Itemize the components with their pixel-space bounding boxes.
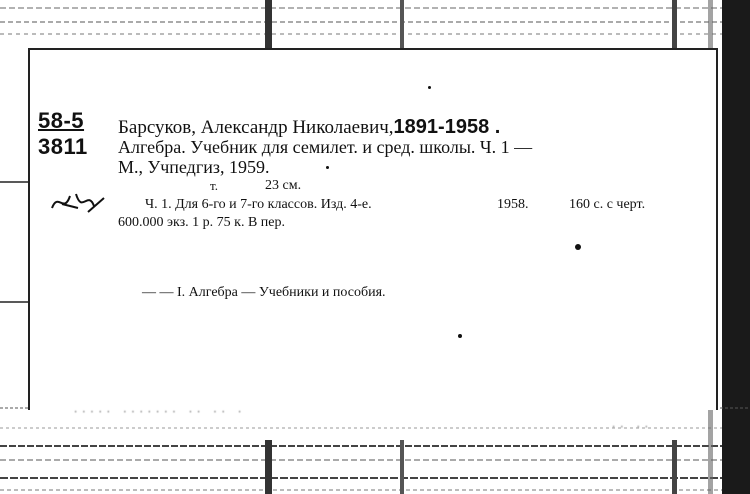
scan-speck (575, 244, 581, 250)
faint-stamp-right: ·· ·· (610, 420, 652, 434)
call-number-line-2: 3811 (38, 134, 88, 159)
author-name: Барсуков, Александр Николаевич, (118, 117, 394, 138)
faint-stamp-left: ····· ······· ·· ·· · (72, 405, 245, 419)
edition-info: 600.000 экз. 1 р. 75 к. В пер. (118, 215, 286, 230)
part-year: 1958. (497, 197, 529, 212)
page-count: 160 с. с черт. (569, 197, 646, 212)
author-dates: 1891-1958 . (393, 116, 501, 138)
tome-label: т. (210, 178, 218, 193)
size-label: 23 см. (265, 178, 302, 193)
handwritten-mark-icon (48, 184, 108, 224)
imprint-line: М., Учпедгиз, 1959. (118, 157, 270, 177)
scan-speck (458, 334, 462, 338)
subject-heading: — — I. Алгебра — Учебники и пособия. (142, 285, 386, 300)
catalog-card (28, 48, 718, 434)
call-number-line-1: 58-5 (38, 108, 85, 133)
scan-speck (428, 86, 431, 89)
scan-speck (326, 166, 329, 169)
card-heading (118, 117, 500, 137)
title-line: Алгебра. Учебник для семилет. и сред. школы. Ч. 1 — (118, 137, 533, 157)
part-description: Ч. 1. Для 6-го и 7-го классов. Изд. 4-е. (145, 197, 372, 212)
